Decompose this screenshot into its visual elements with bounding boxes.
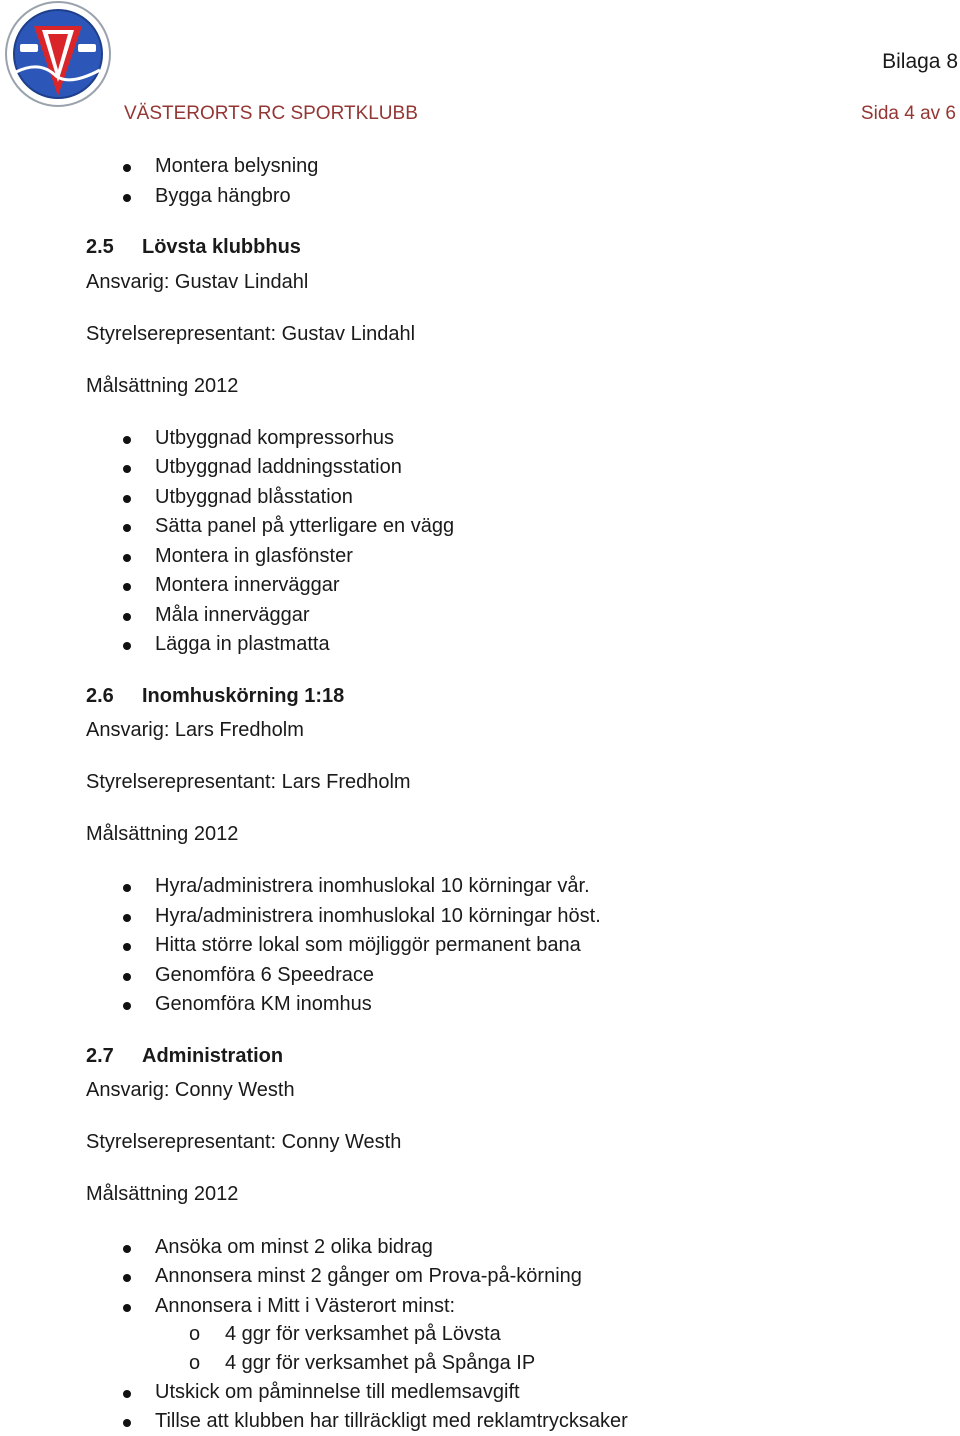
- responsible-line: Ansvarig: Lars Fredholm: [86, 719, 304, 741]
- list-item: Genomföra 6 Speedrace: [155, 964, 374, 987]
- list-item: Genomföra KM inomhus: [155, 993, 372, 1016]
- attachment-label: Bilaga 8: [882, 50, 958, 73]
- board-rep-line: Styrelserepresentant: Gustav Lindahl: [86, 323, 416, 345]
- sub-list-item: o 4 ggr för verksamhet på Lövsta: [189, 1323, 501, 1345]
- goal-label: Målsättning 2012: [86, 823, 239, 845]
- circle-bullet-icon: o: [189, 1323, 201, 1345]
- list-item: Ansöka om minst 2 olika bidrag: [155, 1236, 433, 1259]
- responsible-line: Ansvarig: Conny Westh: [86, 1079, 295, 1101]
- page-number: Sida 4 av 6: [860, 103, 956, 124]
- sub-list-item: o 4 ggr för verksamhet på Spånga IP: [189, 1352, 536, 1374]
- list-item: Utbyggnad kompressorhus: [155, 427, 394, 450]
- section-heading: 2.7 Administration: [86, 1045, 284, 1067]
- list-item: Montera belysning: [155, 155, 318, 178]
- list-item: Montera innerväggar: [155, 574, 340, 597]
- list-item: Lägga in plastmatta: [155, 633, 330, 656]
- responsible-line: Ansvarig: Gustav Lindahl: [86, 271, 309, 293]
- club-logo: [0, 0, 116, 112]
- list-item: Tillse att klubben har tillräckligt med reklamtrycksaker: [155, 1410, 628, 1433]
- goal-label: Målsättning 2012: [86, 1183, 239, 1205]
- section-heading: 2.6 Inomhuskörning 1:18: [86, 685, 345, 707]
- board-rep-line: Styrelserepresentant: Lars Fredholm: [86, 771, 411, 793]
- list-item: Hyra/administrera inomhuslokal 10 körningar höst.: [155, 905, 601, 928]
- list-item: Utbyggnad laddningsstation: [155, 456, 402, 479]
- list-item: Annonsera i Mitt i Västerort minst:: [155, 1295, 455, 1318]
- board-rep-line: Styrelserepresentant: Conny Westh: [86, 1131, 402, 1153]
- section-heading: 2.5 Lövsta klubbhus: [86, 236, 301, 258]
- list-item: Utskick om påminnelse till medlemsavgift: [155, 1381, 520, 1404]
- list-item: Måla innerväggar: [155, 604, 310, 627]
- list-item: Hyra/administrera inomhuslokal 10 körningar vår.: [155, 875, 590, 898]
- goal-label: Målsättning 2012: [86, 375, 239, 397]
- list-item: Montera in glasfönster: [155, 545, 353, 568]
- list-item: Bygga hängbro: [155, 185, 291, 208]
- organization-name: VÄSTERORTS RC SPORTKLUBB: [124, 103, 418, 124]
- circle-bullet-icon: o: [189, 1352, 201, 1374]
- list-item: Hitta större lokal som möjliggör permanent bana: [155, 934, 581, 957]
- list-item: Utbyggnad blåsstation: [155, 486, 353, 509]
- list-item: Sätta panel på ytterligare en vägg: [155, 515, 454, 538]
- list-item: Annonsera minst 2 gånger om Prova-på-körning: [155, 1265, 582, 1288]
